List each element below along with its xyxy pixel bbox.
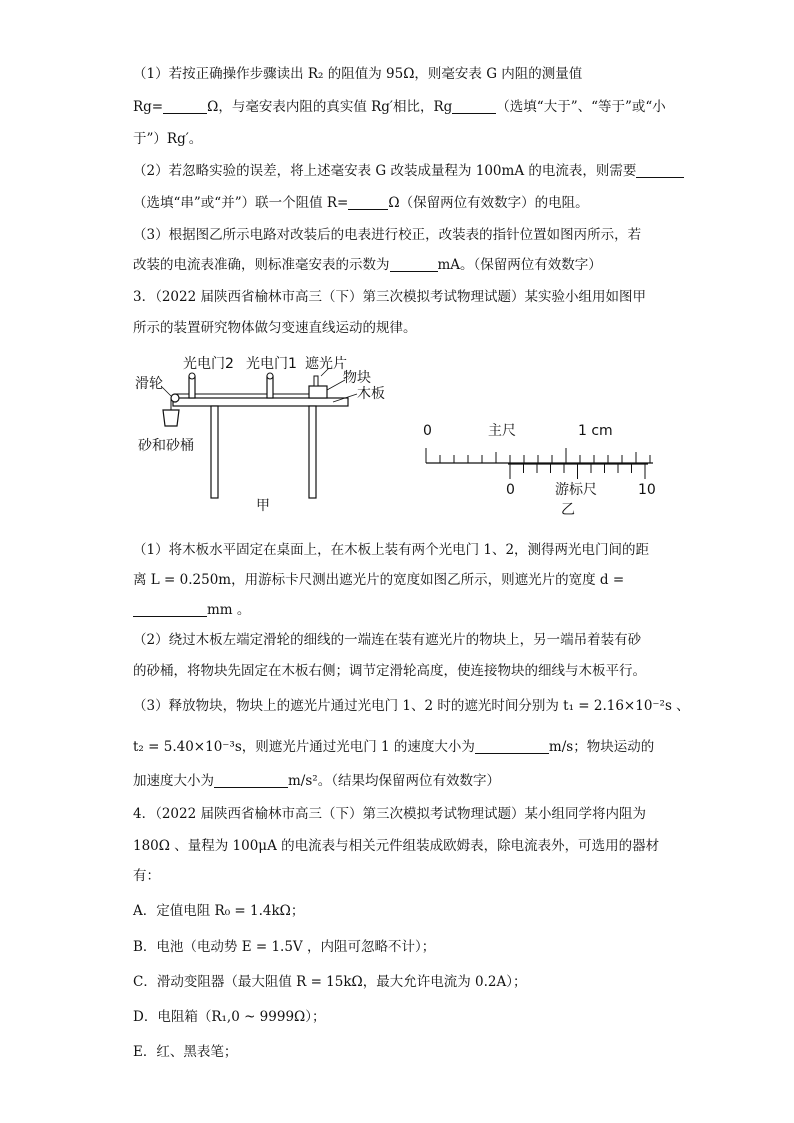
text-line: 所示的装置研究物体做匀变速直线运动的规律。 — [133, 320, 417, 336]
answer-blank[interactable] — [348, 195, 388, 210]
vernier-diagram — [423, 423, 656, 518]
vernier-scale-ticks — [510, 464, 645, 479]
label-vernier-zero: 0 — [506, 482, 515, 498]
text-line: 4．（2022 届陕西省榆林市高三（下）第三次模拟考试物理试题）某小组同学将内阻为 — [133, 806, 646, 822]
bucket-shape — [163, 410, 179, 426]
text-line: 加速度大小为 m/s²。（结果均保留两位有效数字） — [133, 773, 500, 789]
block-shape — [309, 386, 327, 398]
text-line: t₂ = 5.40×10⁻³s，则遮光片通过光电门 1 的速度大小为 m/s；物块运动的 — [133, 739, 655, 755]
text-line: E．红、黑表笔； — [133, 1044, 238, 1060]
text-line: （2）绕过木板左端定滑轮的细线的一端连在装有遮光片的物块上，另一端吊着装有砂 — [133, 632, 642, 648]
text-line: Rg= Ω，与毫安表内阻的真实值 Rg′相比，Rg （选填“大于”、“等于”或“小 — [133, 99, 666, 115]
label-gate1: 光电门1 — [246, 356, 297, 372]
label-main-zero: 0 — [423, 423, 432, 439]
text-line: （1）若按正确操作步骤读出 R₂ 的阻值为 95Ω，则毫安表 G 内阻的测量值 — [133, 66, 583, 82]
text-line: 180Ω 、量程为 100μA 的电流表与相关元件组装成欧姆表，除电流表外，可选用的器材 — [133, 838, 660, 854]
text-line: （2）若忽略实验的误差，将上述毫安表 G 改装成量程为 100mA 的电流表，则需要 — [133, 161, 684, 181]
label-pulley: 滑轮 — [135, 376, 163, 392]
answer-blank[interactable] — [133, 602, 207, 617]
text-line: A．定值电阻 R₀ = 1.4kΩ； — [133, 903, 305, 919]
text-line: 的砂桶，将物块先固定在木板右侧；调节定滑轮高度，使连接物块的细线与木板平行。 — [133, 663, 646, 679]
photogate-1-top — [267, 373, 273, 379]
text-line: （3）根据图乙所示电路对改装后的电表进行校正，改装表的指针位置如图丙所示，若 — [133, 227, 642, 243]
label-bucket: 砂和砂桶 — [138, 438, 194, 454]
label-fig-b: 乙 — [561, 502, 575, 518]
board-shape — [173, 398, 348, 406]
text-line: 离 L = 0.250m，用游标卡尺测出遮光片的宽度如图乙所示，则遮光片的宽度 d = — [133, 572, 625, 588]
answer-blank[interactable] — [636, 163, 684, 178]
answer-blank[interactable] — [214, 773, 288, 788]
text-line: 有： — [133, 868, 160, 884]
text-line: （1）将木板水平固定在桌面上，在木板上装有两个光电门 1、2，测得两光电门间的距 — [133, 542, 650, 558]
main-scale-ticks — [426, 448, 650, 463]
text-line: 3．（2022 届陕西省榆林市高三（下）第三次模拟考试物理试题）某实验小组用如图甲 — [133, 289, 646, 305]
text-line: 改装的电流表准确，则标准毫安表的示数为 mA。（保留两位有效数字） — [133, 257, 602, 273]
answer-blank[interactable] — [390, 257, 438, 272]
text-line: mm 。 — [133, 600, 250, 620]
shield-shape — [314, 376, 318, 386]
text-line: （3）释放物块，物块上的遮光片通过光电门 1、2 时的遮光时间分别为 t₁ = 2.16×10⁻²s 、 — [133, 698, 690, 714]
label-vernier-ten: 10 — [638, 482, 656, 498]
text-line: （选填“串”或“并”）联一个阻值 R= Ω（保留两位有效数字）的电阻。 — [133, 195, 589, 211]
text-line: 于”）Rg′。 — [133, 131, 203, 147]
label-vernier-scale: 游标尺 — [555, 482, 597, 498]
label-shield: 遮光片 — [305, 356, 347, 372]
text-line: D．电阻箱（R₁,0 ~ 9999Ω）； — [133, 1009, 326, 1025]
table-leg — [309, 406, 316, 498]
label-block: 物块 — [343, 370, 371, 386]
label-main-scale: 主尺 — [488, 423, 516, 439]
text-line: C．滑动变阻器（最大阻值 R = 15kΩ，最大允许电流为 0.2A）； — [133, 974, 527, 990]
answer-blank[interactable] — [163, 99, 207, 114]
photogate-2-top — [189, 373, 195, 379]
label-main-one: 1 cm — [578, 423, 613, 439]
apparatus-diagram — [135, 355, 385, 514]
label-gate2: 光电门2 — [183, 356, 234, 372]
text-line: B．电池（电动势 E = 1.5V ，内阻可忽略不计）； — [133, 939, 436, 955]
label-board: 木板 — [357, 386, 385, 402]
label-fig-a: 甲 — [256, 498, 270, 514]
pulley-shape — [171, 394, 179, 402]
experiment-figure — [133, 348, 656, 518]
answer-blank[interactable] — [475, 739, 549, 754]
table-leg — [211, 406, 218, 498]
answer-blank[interactable] — [452, 99, 496, 114]
